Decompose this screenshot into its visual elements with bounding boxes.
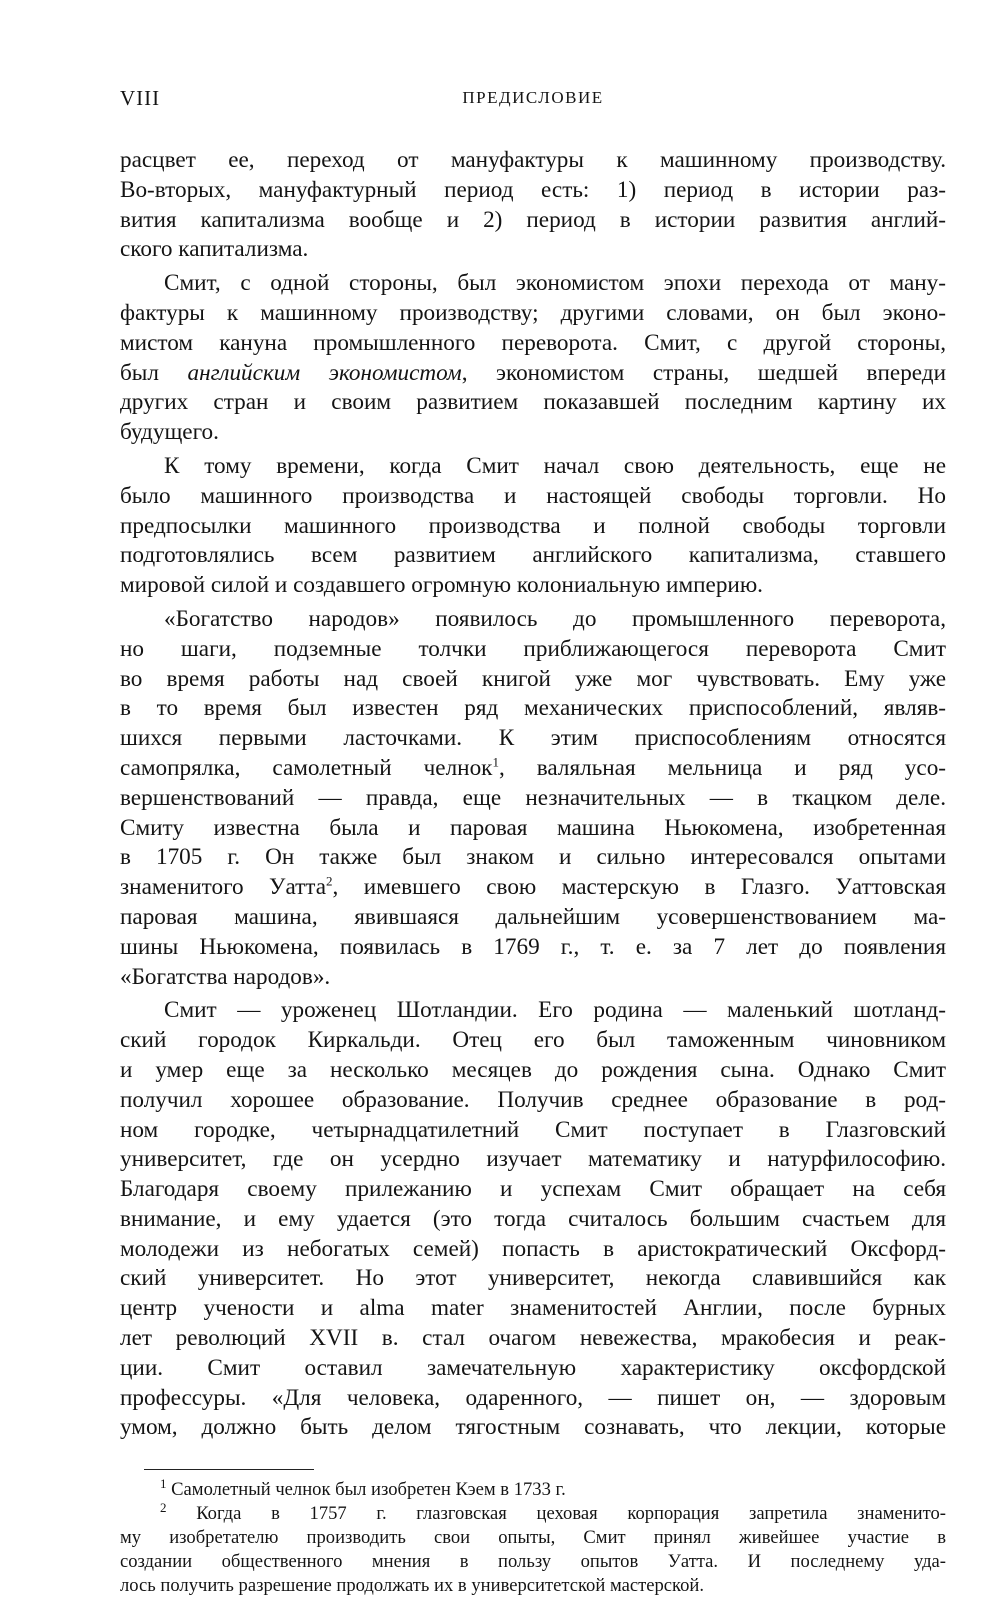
- text-line: молодежи из небогатых семей) попасть в аристократический Оксфорд-: [120, 1235, 946, 1262]
- text-line: «Богатства народов».: [120, 963, 331, 990]
- footnote: [120, 1478, 946, 1502]
- text-run: знаменитого Уатта: [120, 874, 327, 901]
- text-line: мистом кануна промышленного переворота. Смит, с другой стороны,: [120, 329, 946, 356]
- text-line: ский городок Киркальди. Отец его был таможенным чиновником: [120, 1027, 946, 1054]
- text-line: Смиту известна была и паровая машина Ньюкомена, изобретенная: [120, 814, 946, 841]
- text-line: шины Ньюкомена, появилась в 1769 г., т. е. за 7 лет до появления: [120, 933, 946, 960]
- text-line: фактуры к машинному производству; другими словами, он был эконо-: [120, 299, 946, 326]
- footnote-line: му изобретателю производить свои опыты, Смит принял живейшее участие в: [120, 1527, 946, 1549]
- text-line: Смит — уроженец Шотландии. Его родина — маленький шотланд-: [164, 997, 946, 1024]
- paragraph: [120, 146, 946, 265]
- footnote-line: [120, 1478, 946, 1502]
- text-line: К тому времени, когда Смит начал свою деятельность, еще не: [164, 452, 946, 479]
- text-line: Во-вторых, мануфактурный период есть: 1) период в истории раз-: [120, 176, 946, 203]
- text-line-with-italic: [120, 359, 946, 389]
- footnotes: [120, 1478, 946, 1598]
- text-line: Благодаря своему прилежанию и успехам Смит обращает на себя: [120, 1176, 946, 1203]
- footnote: [120, 1502, 946, 1598]
- text-line: умом, должно быть делом тягостным сознавать, что лекции, которые: [120, 1414, 946, 1441]
- text-line: паровая машина, явившаяся дальнейшим усовершенствованием ма-: [120, 903, 946, 930]
- footnote-divider: [144, 1469, 314, 1470]
- footnote-mark: 2: [160, 1500, 167, 1516]
- footnote-line: создании общественного мнения в пользу опытов Уатта. И последнему уда-: [120, 1551, 946, 1573]
- text-line: лет революций XVII в. стал очагом невежества, мракобесия и реак-: [120, 1325, 946, 1352]
- paragraph: [120, 452, 946, 601]
- text-line: в то время был известен ряд механических приспособлений, являв-: [120, 695, 946, 722]
- footnote-line: лось получить разрешение продолжать их в университетской мастерской.: [120, 1575, 705, 1597]
- body-text: [120, 146, 946, 1443]
- text-line: получил хорошее образование. Получив среднее образование в род-: [120, 1086, 946, 1113]
- text-line: мировой силой и создавшего огромную колониальную империю.: [120, 572, 763, 599]
- text-run: , имевшего свою мастерскую в Глазго. Уаттовская: [332, 874, 946, 901]
- text-line: вершенствований — правда, еще незначительных — в ткацком деле.: [120, 784, 946, 811]
- text-line-with-footnote-ref: [120, 873, 946, 903]
- book-page: [120, 86, 946, 1598]
- text-line: во время работы над своей книгой уже мог чувствовать. Ему уже: [120, 665, 946, 692]
- text-line: будущего.: [120, 419, 219, 446]
- footnote-text: Самолетный челнок был изобретен Кэем в 1733 г.: [166, 1479, 566, 1501]
- text-run: был: [120, 359, 188, 386]
- text-line: и умер еще за несколько месяцев до рождения сына. Однако Смит: [120, 1056, 946, 1083]
- text-line: «Богатство народов» появилось до промышленного переворота,: [164, 605, 946, 632]
- page-number: VIII: [120, 86, 161, 110]
- text-line: подготовлялись всем развитием английского капитализма, ставшего: [120, 542, 946, 569]
- text-line: в 1705 г. Он также был знаком и сильно интересовался опытами: [120, 844, 946, 871]
- paragraph: [120, 996, 946, 1443]
- text-line: предпосылки машинного производства и полной свободы торговли: [120, 512, 946, 539]
- text-line: Смит, с одной стороны, был экономистом эпохи перехода от ману-: [164, 270, 946, 297]
- running-title: ПРЕДИСЛОВИЕ: [462, 88, 604, 107]
- text-line: ского капитализма.: [120, 236, 309, 263]
- text-line: ции. Смит оставил замечательную характеристику оксфордской: [120, 1354, 946, 1381]
- footnote-ref[interactable]: 2: [326, 873, 333, 889]
- text-line: расцвет ее, переход от мануфактуры к машинному производству.: [120, 147, 946, 173]
- paragraph: [120, 269, 946, 448]
- text-line: но шаги, подземные толчки приближающегося переворота Смит: [120, 635, 946, 662]
- footnote-ref[interactable]: 1: [492, 754, 499, 770]
- footnote-line: [120, 1502, 946, 1526]
- text-line: ном городке, четырнадцатилетний Смит поступает в Глазговский: [120, 1116, 946, 1143]
- text-line: ский университет. Но этот университет, некогда славившийся как: [120, 1265, 946, 1292]
- text-line-with-footnote-ref: [120, 754, 946, 784]
- text-run: самопрялка, самолетный челнок: [120, 754, 493, 781]
- text-run: , валяльная мельница и ряд усо-: [498, 754, 947, 781]
- text-line: центр учености и alma mater знаменитостей Англии, после бурных: [120, 1295, 946, 1322]
- text-line: внимание, и ему удается (это тогда считалось большим счастьем для: [120, 1205, 946, 1232]
- footnote-text: Когда в 1757 г. глазговская цеховая корпорация запретила знаменито-: [166, 1503, 946, 1525]
- text-line: профессуры. «Для человека, одаренного, — пишет он, — здоровым: [120, 1384, 946, 1411]
- text-line: было машинного производства и настоящей свободы торговли. Но: [120, 482, 946, 509]
- paragraph: [120, 605, 946, 992]
- text-run: , экономистом страны, шедшей впереди: [461, 359, 946, 386]
- text-line: университет, где он усердно изучает математику и натурфилософию.: [120, 1146, 946, 1173]
- italic-phrase: английским экономистом: [187, 359, 462, 386]
- text-line: вития капитализма вообще и 2) период в истории развития англий-: [120, 206, 946, 233]
- text-line: других стран и своим развитием показавшей последним картину их: [120, 389, 946, 416]
- footnote-mark: 1: [160, 1476, 167, 1492]
- running-head: [120, 86, 946, 120]
- text-line: шихся первыми ласточками. К этим приспособлениям относятся: [120, 725, 946, 752]
